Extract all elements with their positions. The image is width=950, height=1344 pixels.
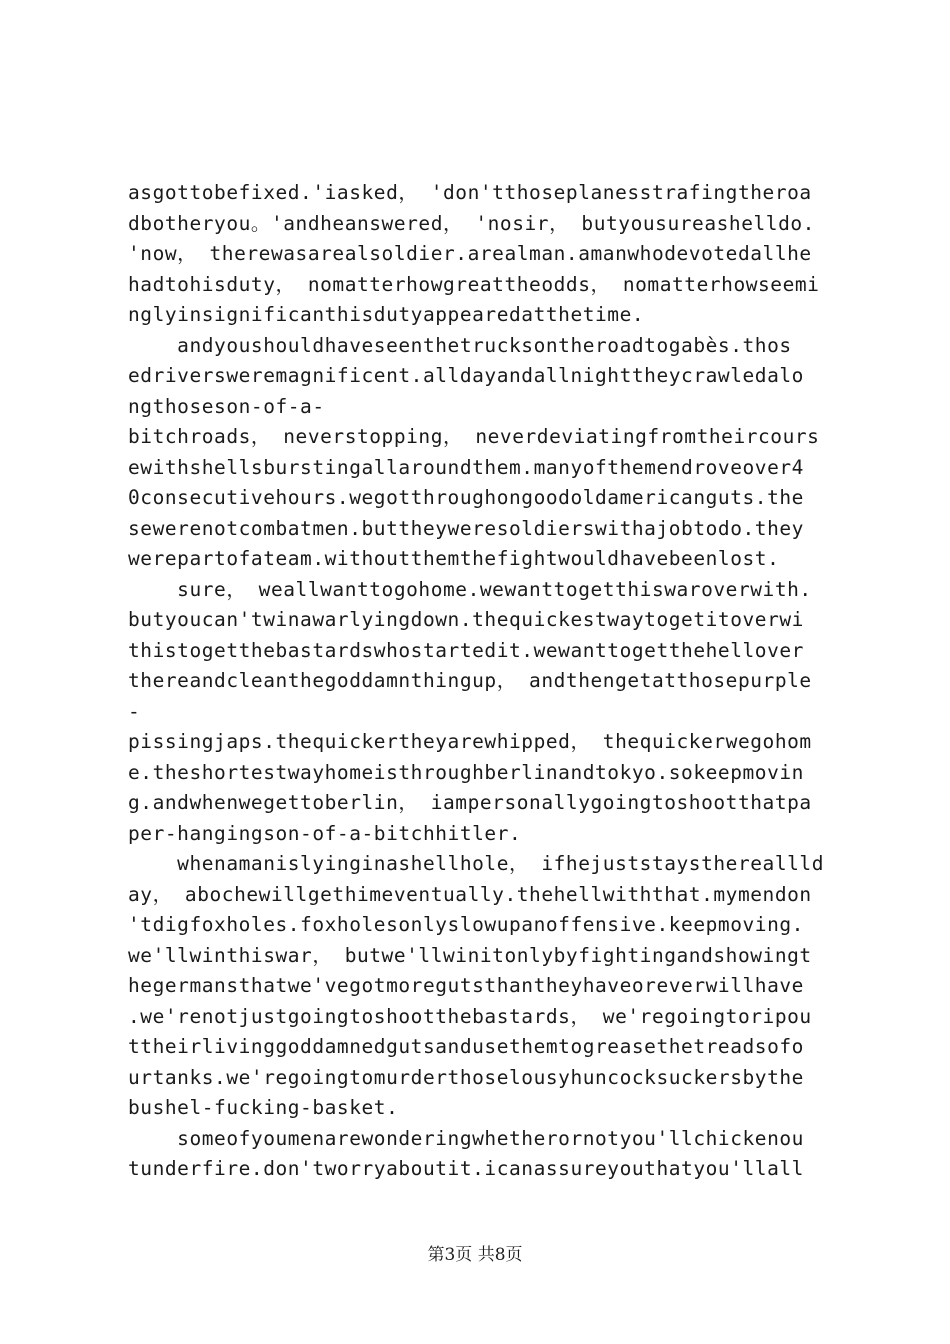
text-line: whenamanislyinginashellhole， ifhejuststaysthereallld [128,852,824,875]
text-line: ewithshellsburstingallaroundthem.manyofthemendroveover4 [128,455,804,479]
text-line: bitchroads， neverstopping， neverdeviatingfromtheircours [128,425,820,448]
text-line: ngthoseson-of-a- [128,394,325,418]
text-line: 0consecutivehours.wegotthroughongoodoldamericanguts.the [128,486,804,509]
text-line: e.theshortestwayhomeisthroughberlinandtokyo.sokeepmovin [128,760,804,784]
text-line: nglyinsignificanthisdutyappearedatthetime. [128,303,645,326]
text-line: butyoucan'twinawarlyingdown.thequickestwaytogetitoverwi [128,608,804,631]
document-body [128,178,838,1185]
text-line: hegermansthatwe'vegotmoregutsthantheyhaveoreverwillhave [128,974,804,997]
text-line: bushel-fucking-basket. [128,1096,399,1119]
text-line: thereandcleanthegoddamnthingup， andthengetatthosepurple [128,669,812,692]
text-line: urtanks.we'regoingtomurderthoselousyhuncocksuckersbythe [128,1065,804,1089]
text-line: andyoushouldhaveseenthetrucksontheroadtogabès.thos [128,333,792,357]
text-line: werepartofateam.withoutthemthefightwouldhavebeenlost. [128,547,780,570]
text-line: g.andwhenwegettoberlin， iampersonallygoingtoshootthatpa [128,791,812,814]
text-line: thistogetthebastardswhostartedit.wewanttogetthehellover [128,638,804,662]
text-line: tunderfire.don'tworryaboutit.icanassureyouthatyou'llall [128,1157,804,1180]
page-number-footer: 第3页 共8页 [427,1245,523,1265]
text-line: .we'renotjustgoingtoshootthebastards， we'regoingtoripou [128,1004,812,1028]
text-line: ay， abochewillgethimeventually.thehellwiththat.mymendon [128,882,812,906]
text-line: asgottobefixed.'iasked， 'don'tthoseplanesstrafingtheroa [128,181,812,204]
text-line: we'llwinthiswar， butwe'llwinitonlybyfightingandshowingt [128,943,812,967]
text-line: dbotheryou。'andheanswered， 'nosir， butyousureashelldo. [128,211,815,235]
text-line: edriversweremagnificent.alldayandallnighttheycrawledalo [128,364,804,387]
text-line: - [128,699,141,723]
text-line: 'tdigfoxholes.foxholesonlyslowupanoffensive.keepmoving. [128,913,804,936]
text-line: per-hangingson-of-a-bitchhitler. [128,821,522,845]
text-line: pissingjaps.thequickertheyarewhipped， thequickerwegohom [128,730,812,753]
text-line: ttheirlivinggoddamnedgutsandusethemtogreasethetreadsofo [128,1035,804,1058]
text-line: 'now， therewasarealsoldier.arealman.amanwhodevotedallhe [128,242,812,265]
text-line: hadtohisduty， nomatterhowgreattheodds， nomatterhowseemi [128,272,820,296]
text-line: sewerenotcombatmen.buttheyweresoldierswithajobtodo.they [128,516,804,540]
text-line: someofyoumenarewonderingwhetherornotyou'llchickenou [128,1126,804,1150]
text-line: sure， weallwanttogohome.wewanttogetthiswaroverwith. [128,577,812,601]
